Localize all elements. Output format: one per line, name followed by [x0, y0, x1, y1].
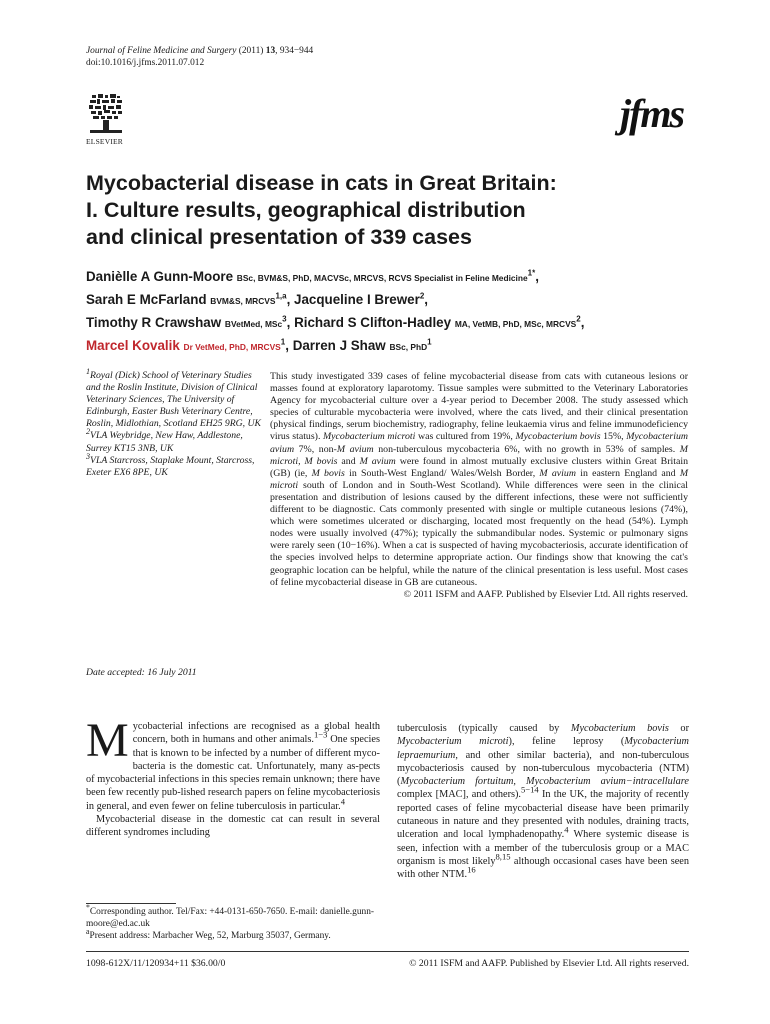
affiliation-text: VLA Weybridge, New Haw, Addlestone, Surrey KT15 3NB, UK: [86, 430, 243, 454]
affiliation-2: [86, 427, 264, 454]
title-line-2: I. Culture results, geographical distribution: [86, 198, 526, 222]
issn-line: 1098-612X/11/120934+11 $36.00/0: [86, 958, 226, 969]
author-name[interactable]: Marcel Kovalik: [86, 338, 180, 353]
paragraph-text: tuberculosis (typically caused by: [397, 723, 571, 734]
journal-name: Journal of Feline Medicine and Surgery: [86, 46, 237, 56]
paragraph-text: ), feline leprosy (: [508, 736, 625, 748]
citation-ref[interactable]: 1−3: [313, 729, 328, 740]
species-name: M avium: [359, 455, 396, 467]
elsevier-label: ELSEVIER: [86, 137, 124, 146]
author-affil-mark: 3: [282, 314, 287, 324]
species-name: Mycobacterium lepraemurium: [397, 736, 689, 761]
year-text: (2011): [236, 46, 266, 56]
abstract-text: in eastern England and: [575, 467, 680, 479]
paragraph-text: or: [668, 723, 690, 734]
author-name[interactable]: Sarah E McFarland: [86, 292, 207, 307]
abstract-text: and: [337, 455, 360, 467]
abstract-text: non-tuberculous mycobacteria 6%, with no growth in 53% of samples.: [373, 443, 680, 455]
author-degrees: Dr VetMed, PhD, MRCVS: [183, 342, 281, 352]
footnote-divider: [86, 903, 176, 904]
affiliation-text: VLA Starcross, Staplake Mount, Starcross, Exeter EX6 8PE, UK: [86, 454, 255, 478]
author-line-1: Danièlle A Gunn-Moore BSc, BVM&S, PhD, MACVSc, MRCVS, RCVS Specialist in Feline Medicine$^{1*}$,: [86, 268, 539, 284]
footnote-mark: a: [86, 926, 90, 936]
paragraph-text: In the UK, the majority of recently reported cases of feline mycobacterial disease have been primarily cutaneous in nature and they presented with nodules, draining tracts, ulceration and local lymphadenopathy.: [397, 789, 690, 841]
author-name[interactable]: Timothy R Crawshaw: [86, 315, 222, 330]
paragraph-text: complex [MAC], and others).: [397, 789, 522, 801]
article-title: [86, 170, 686, 251]
citation-ref[interactable]: 4: [340, 796, 346, 807]
elsevier-logo[interactable]: [86, 92, 134, 146]
author-list: [86, 266, 706, 358]
paragraph-text: One species that is known to be infected by a number of different myco-bacteria is the domestic cat. Unfortunately, many as-pects of mycobacterial infections in this species remain unknown; there have been few recently pub-lished research papers on feline mycobacteriosis in general, and even fewer on feline tuberculosis in particular.: [86, 734, 380, 812]
author-name[interactable]: Darren J Shaw: [292, 338, 386, 353]
abstract-copyright: © 2011 ISFM and AAFP. Published by Elsevier Ltd. All rights reserved.: [403, 588, 688, 600]
footnote-text[interactable]: Corresponding author. Tel/Fax: +44-0131-650-7650. E-mail: danielle.gunn-moore@ed.ac.uk: [86, 907, 375, 929]
elsevier-tree-icon: [86, 92, 126, 136]
affil-mark: 3: [86, 451, 91, 461]
footnote-mark: *: [86, 902, 90, 912]
species-name: Mycobacterium bovis: [515, 431, 601, 443]
citation-ref[interactable]: 5−14: [521, 785, 539, 796]
title-line-1: Mycobacterial disease in cats in Great Britain:: [86, 171, 557, 195]
abstract-text: 7%, non-: [294, 443, 337, 455]
affil-mark: 1: [86, 366, 91, 376]
author-affil-mark: 2: [576, 314, 581, 324]
footer-divider: [86, 951, 689, 952]
paragraph-text: ycobacterial infections are recognised as a global health concern, both in humans and other animals.: [132, 721, 380, 746]
citation-ref[interactable]: 8,15: [495, 851, 511, 862]
author-affil-mark: 1*: [527, 268, 536, 278]
title-line-3: and clinical presentation of 339 cases: [86, 225, 472, 249]
author-line-3: Timothy R Crawshaw BVetMed, MSc$^3$, Richard S Clifton-Hadley MA, VetMB, PhD, MSc, MRCVS$^2$,: [86, 314, 585, 330]
citation-ref[interactable]: 4: [564, 824, 569, 835]
affiliation-1: [86, 366, 264, 430]
author-degrees: BVetMed, MSc: [224, 319, 283, 329]
species-name: Mycobacterium bovis: [570, 723, 669, 734]
author-affil-mark: 1: [280, 337, 286, 347]
body-column-2: [397, 722, 689, 882]
species-name: M bovis: [311, 467, 345, 479]
species-name: M avium: [539, 467, 576, 479]
affiliation-text: Royal (Dick) School of Veterinary Studies and the Roslin Institute, Division of Clinical Veterinary Sciences, The University of Edinburgh, Easter Bush Veterinary Centre, Roslin, Midlothian, Scotland EH25 9RG, UK: [86, 370, 261, 430]
species-name: M microti, M bovis: [270, 443, 688, 467]
abstract-text: were found in almost mutually exclusive clusters within Great Britain (GB) (ie,: [270, 455, 688, 479]
journal-header: [86, 45, 313, 69]
affil-mark: 2: [86, 427, 91, 437]
abstract-text: was cultured from 19%,: [415, 431, 516, 443]
species-name: Mycobacterium fortuitum, Mycobacterium avium−intracellulare: [400, 776, 689, 788]
author-name[interactable]: Richard S Clifton-Hadley: [294, 315, 452, 330]
species-name: M avium: [336, 443, 374, 455]
author-degrees: BSc, PhD: [389, 342, 428, 352]
intro-paragraph-1: [86, 714, 380, 813]
doi[interactable]: doi:10.1016/j.jfms.2011.07.012: [86, 58, 205, 68]
author-degrees: BSc, BVM&S, PhD, MACVSc, MRCVS, RCVS Specialist in Feline Medicine: [236, 273, 528, 283]
jfms-logo[interactable]: jfms: [620, 91, 684, 136]
author-line-2: Sarah E McFarland BVM&S, MRCVS$^{1,a}$, Jacqueline I Brewer$^2$,: [86, 291, 428, 307]
species-name: Mycobacterium microti: [397, 736, 509, 748]
species-name: Mycobacterium avium: [270, 431, 688, 455]
author-affil-mark: 2: [419, 291, 425, 301]
footnote-corresponding: [86, 902, 382, 930]
author-degrees: BVM&S, MRCVS: [210, 296, 276, 306]
footer-copyright: © 2011 ISFM and AAFP. Published by Elsevier Ltd. All rights reserved.: [409, 958, 689, 969]
body-column-1: [86, 714, 380, 840]
affiliations: [86, 366, 264, 479]
species-name: Mycobacterium microti: [322, 431, 416, 443]
species-name: M microti: [270, 467, 689, 491]
abstract-text: This study investigated 339 cases of feline mycobacterial disease from cats with cutaneous lesions or masses found at exploratory laparotomy. Tissue samples were submitted to the Veterinary Laboratories Agency for mycobacterial culture over a 4-year period to December 2008. The study assessed which species of culturable mycobacteria were involved, where the cats lived, and their clinical presentation (physical findings, serum biochemistry, radiography, feline leukaemia virus and feline immunodeficiency virus status).: [270, 371, 688, 443]
author-name[interactable]: Danièlle A Gunn-Moore: [86, 269, 234, 284]
volume: 13: [265, 46, 276, 56]
affiliation-3: [86, 451, 264, 479]
abstract-text: south of London and in South-West Scotland). While differences were seen in the clinical presentation and distribution of lesions caused by the different infections, these were not sufficiently different to be diagnostic. Cats commonly presented with single or multiple cutaneous lesions (74%), which were sometimes ulcerated or discharging, located most frequently on the head (54%). Lymph nodes were usually involved (47%); typically the submandibular nodes. Systemic or pulmonary signs were rarely seen (10−16%). When a cat is suspected of having mycobacteriosis, accurate identification of the species involved helps to determine appropriate action. Our findings show that knowing the cat's geographic location can be helpful, while the nature of the clinical presentation is less useful. Most cases of feline mycobacterial disease in GB are cutaneous.: [270, 479, 688, 588]
author-affil-mark: 1,a: [275, 291, 287, 301]
footnote-text: Present address: Marbacher Weg, 52, Marburg 35037, Germany.: [89, 931, 331, 941]
pages: , 934−944: [275, 46, 314, 56]
intro-paragraph-2: Mycobacterial disease in the domestic cat can result in several different syndromes including: [86, 814, 380, 839]
author-affil-mark: 1: [427, 337, 432, 347]
paragraph-text: Where systemic disease is seen, infection with a member of the tuberculosis group or a MAC organism is most likely: [397, 829, 690, 867]
abstract: [270, 371, 688, 601]
author-line-4: Marcel Kovalik Dr VetMed, PhD, MRCVS$^1$, Darren J Shaw BSc, PhD$^1$: [86, 337, 432, 353]
date-accepted: Date accepted: 16 July 2011: [86, 667, 197, 678]
intro-paragraph-3: [397, 722, 689, 882]
author-degrees: MA, VetMB, PhD, MSc, MRCVS: [454, 319, 577, 329]
abstract-text: in South-West England/ Wales/Welsh Border,: [344, 467, 540, 479]
citation-ref[interactable]: 16: [467, 864, 476, 875]
citation-line: [86, 45, 313, 57]
abstract-text: 15%,: [600, 431, 627, 443]
paragraph-text: , and other similar bacteria), and non-tuberculous mycobacteriosis caused by non-tuberculous mycobacteria (NTM) (: [397, 749, 689, 788]
author-name[interactable]: Jacqueline I Brewer: [294, 292, 420, 307]
paragraph-text: although occasional cases have been seen with other NTM.: [397, 855, 689, 881]
footnote-present-address: [86, 926, 382, 942]
footnotes: [86, 902, 382, 942]
drop-cap: M: [86, 714, 129, 767]
